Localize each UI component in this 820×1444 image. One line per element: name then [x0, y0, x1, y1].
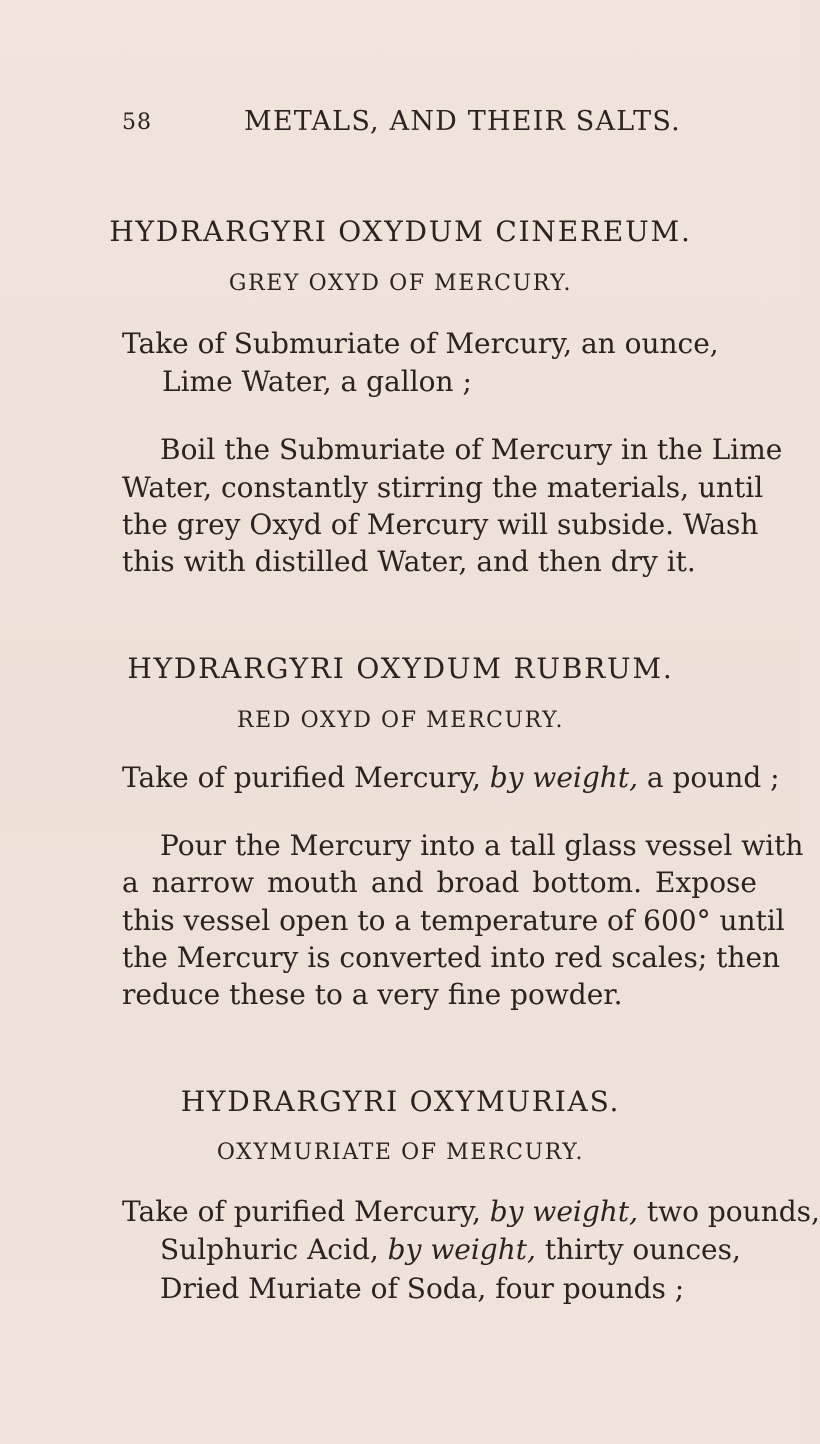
ingredient-measure: by weight,: [489, 1195, 638, 1228]
section-1-direction-line-3: the grey Oxyd of Mercury will subside. Wash: [122, 508, 759, 541]
section-1-direction-line-1: Boil the Submuriate of Mercury in the Lime: [160, 433, 783, 466]
section-3-latin-title: HYDRARGYRI OXYMURIAS.: [180, 1085, 621, 1118]
ingredient-lead: Take of purified Mercury,: [122, 761, 490, 794]
ingredient-lead: Take of purified Mercury,: [122, 1195, 490, 1228]
running-head: [0, 100, 801, 150]
ingredient-quantity: two pounds,: [638, 1195, 820, 1228]
ingredient-lead: Sulphuric Acid,: [160, 1233, 388, 1266]
section-2-latin-title: HYDRARGYRI OXYDUM RUBRUM.: [127, 652, 674, 685]
section-2-direction-line-5: reduce these to a very fine powder.: [122, 978, 623, 1011]
section-1-english-title: GREY OXYD OF MERCURY.: [228, 271, 573, 296]
section-3-english-title: OXYMURIATE OF MERCURY.: [216, 1140, 585, 1165]
section-2-direction-line-3: this vessel open to a temperature of 600° until: [122, 904, 785, 937]
section-2-ingredient: [122, 761, 780, 794]
section-3-ingredient-2: [160, 1233, 741, 1266]
section-2-english-title: RED OXYD OF MERCURY.: [236, 708, 565, 733]
ingredient-lead: Dried Muriate of Soda, four pounds ;: [160, 1272, 685, 1305]
section-2-direction-line-2: a narrow mouth and broad bottom. Expose: [122, 866, 757, 899]
section-2-direction-line-4: the Mercury is converted into red scales; then: [122, 941, 781, 974]
section-1-ingredient-2: Lime Water, a gallon ;: [162, 365, 472, 398]
page-number: 58: [122, 110, 152, 135]
ingredient-quantity: thirty ounces,: [535, 1233, 741, 1266]
section-3-ingredient-3: [160, 1272, 685, 1305]
ingredient-measure: by weight,: [489, 761, 638, 794]
section-1-direction-line-4: this with distilled Water, and then dry it.: [122, 545, 696, 578]
section-2-direction-line-1: Pour the Mercury into a tall glass vessel with: [160, 829, 804, 862]
section-1-direction-line-2: Water, constantly stirring the materials, until: [122, 471, 764, 504]
ingredient-measure: by weight,: [387, 1233, 536, 1266]
section-1-ingredient-1: Take of Submuriate of Mercury, an ounce,: [122, 327, 719, 360]
ingredient-quantity: a pound ;: [638, 761, 780, 794]
section-1-latin-title: HYDRARGYRI OXYDUM CINEREUM.: [109, 215, 692, 248]
section-3-ingredient-1: [122, 1195, 820, 1228]
running-title: METALS, AND THEIR SALTS.: [244, 106, 681, 137]
